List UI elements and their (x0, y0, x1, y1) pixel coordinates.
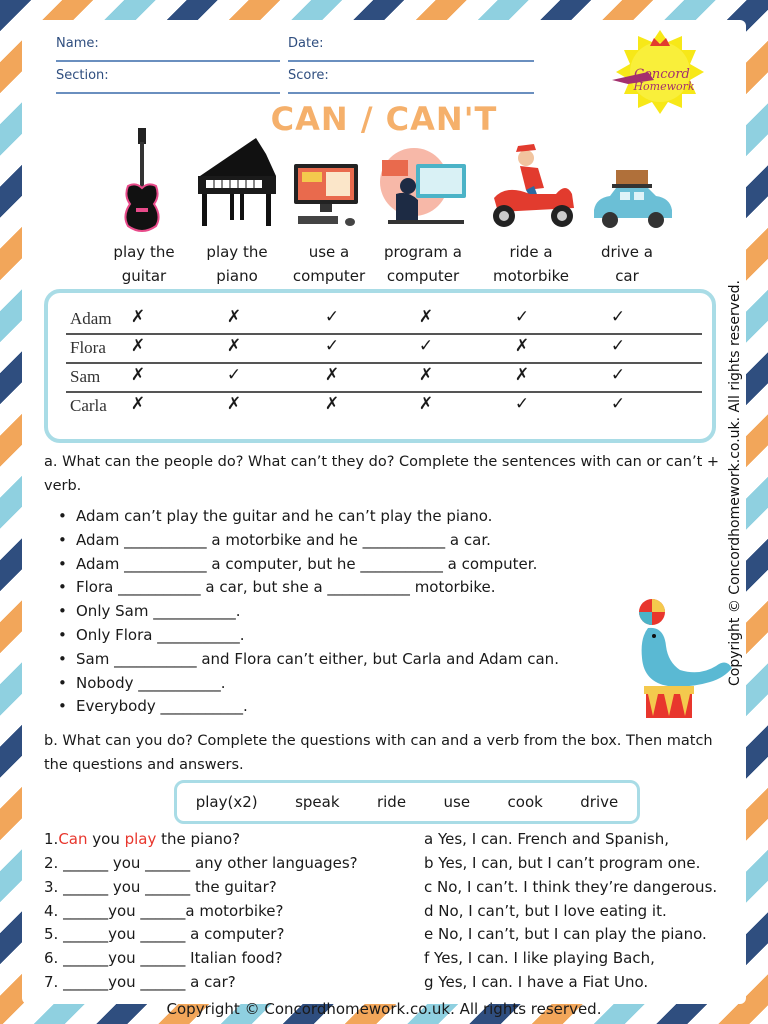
activity-label-program-computer: program a computer (384, 243, 462, 285)
sentence-item[interactable]: • Only Flora ___________. (76, 624, 559, 648)
mark: ✗ (226, 394, 242, 413)
mark: ✗ (418, 307, 434, 326)
question-text: you (87, 830, 125, 848)
mark: ✗ (130, 307, 146, 326)
sentence-item[interactable]: • Sam ___________ and Flora can’t either, but Carla and Adam can. (76, 648, 559, 672)
answer-b[interactable]: b Yes, I can, but I can’t program one. (424, 854, 701, 872)
mark: ✗ (130, 336, 146, 355)
part-b-instruction: b. What can you do? Complete the questions with can and a verb from the box. Then match the questions and answers. (44, 733, 713, 773)
question-2[interactable]: 2. ______ you ______ any other languages? (44, 854, 358, 872)
table-row-carla (66, 392, 702, 420)
mark: ✓ (610, 365, 626, 384)
mark: ✗ (324, 394, 340, 413)
score-label: Score: (288, 68, 329, 83)
section-label: Section: (56, 68, 109, 83)
mark: ✗ (418, 365, 434, 384)
score-field[interactable] (288, 68, 534, 94)
mark: ✓ (610, 307, 626, 326)
name-field[interactable] (56, 36, 280, 62)
row-name: Flora (70, 338, 106, 357)
answer-f[interactable]: f Yes, I can. I like playing Bach, (424, 949, 655, 967)
sentence-item[interactable]: • Nobody ___________. (76, 672, 559, 696)
svg-text:Concord: Concord (634, 67, 690, 82)
word-item: ride (376, 793, 407, 811)
word-item: drive (580, 793, 619, 811)
mark: ✓ (610, 336, 626, 355)
mark: ✗ (130, 394, 146, 413)
section-field[interactable] (56, 68, 280, 94)
part-a-sentences (44, 505, 559, 719)
sentence-item[interactable]: • Flora ___________ a car, but she a ___________ motorbike. (76, 576, 559, 600)
mark: ✓ (418, 336, 434, 355)
row-name: Adam (70, 309, 112, 328)
question-4[interactable]: 4. ______you ______a motorbike? (44, 902, 284, 920)
car-icon (592, 124, 674, 234)
mark: ✓ (324, 307, 340, 326)
part-a-instruction: a. What can the people do? What can’t they do? Complete the sentences with can or can’t + verb. (44, 454, 720, 494)
page-title: CAN / CAN'T (270, 100, 498, 138)
example-answer-verb: play (124, 830, 157, 848)
activity-label-motorbike: ride a motorbike (492, 243, 570, 285)
mark: ✓ (226, 365, 242, 384)
mark: ✗ (226, 336, 242, 355)
guitar-icon (118, 124, 168, 234)
word-item: speak (295, 793, 340, 811)
date-label: Date: (288, 36, 324, 51)
sentence-item[interactable]: • Everybody ___________. (76, 695, 559, 719)
question-3[interactable]: 3. ______ you ______ the guitar? (44, 878, 277, 896)
table-row-sam (66, 363, 702, 393)
question-7[interactable]: 7. ______you ______ a car? (44, 973, 236, 991)
activity-label-piano: play the piano (206, 243, 268, 285)
date-field[interactable] (288, 36, 534, 62)
question-number: 1. (44, 830, 59, 848)
sentence-item[interactable]: • Adam ___________ a motorbike and he ___________ a car. (76, 529, 559, 553)
word-item: play(x2) (195, 793, 258, 811)
mark: ✗ (226, 307, 242, 326)
mark: ✗ (418, 394, 434, 413)
answer-d[interactable]: d No, I can’t, but I love eating it. (424, 902, 667, 920)
sentence-item[interactable]: • Only Sam ___________. (76, 600, 559, 624)
table-row-adam (66, 305, 702, 335)
name-label: Name: (56, 36, 99, 51)
question-1[interactable] (44, 828, 240, 852)
answer-c[interactable]: c No, I can’t. I think they’re dangerous. (424, 878, 718, 896)
svg-text:Homework: Homework (633, 80, 695, 93)
mark: ✗ (130, 365, 146, 384)
answer-e[interactable]: e No, I can’t, but I can play the piano. (424, 925, 707, 943)
table-row-flora (66, 334, 702, 364)
row-name: Carla (70, 396, 107, 415)
sentence-item[interactable]: • Adam can’t play the guitar and he can’t play the piano. (76, 505, 559, 529)
answer-a[interactable]: a Yes, I can. French and Spanish, (424, 830, 670, 848)
answer-g[interactable]: g Yes, I can. I have a Fiat Uno. (424, 973, 649, 991)
motorbike-icon (486, 124, 578, 234)
mark: ✓ (610, 394, 626, 413)
activity-label-guitar: play the guitar (113, 243, 175, 285)
footer-copyright: Copyright © Concordhomework.co.uk. All rights reserved. (166, 1000, 602, 1018)
example-answer-can: Can (58, 830, 88, 848)
piano-icon (196, 124, 280, 234)
mark: ✗ (514, 336, 530, 355)
mark: ✗ (324, 365, 340, 384)
word-item: use (443, 793, 471, 811)
ability-table (44, 289, 716, 443)
mark: ✓ (514, 394, 530, 413)
activity-label-car: drive a car (601, 243, 653, 285)
question-text: the piano? (156, 830, 241, 848)
vertical-copyright: Copyright © Concordhomework.co.uk. All rights reserved. (727, 280, 743, 686)
word-item: cook (507, 793, 543, 811)
mark: ✓ (324, 336, 340, 355)
mark: ✗ (514, 365, 530, 384)
seal-ball-illustration (634, 598, 734, 720)
mark: ✓ (514, 307, 530, 326)
question-5[interactable]: 5. ______you ______ a computer? (44, 925, 285, 943)
row-name: Sam (70, 367, 101, 386)
question-6[interactable]: 6. ______you ______ Italian food? (44, 949, 283, 967)
sentence-item[interactable]: • Adam ___________ a computer, but he ___________ a computer. (76, 553, 559, 577)
activity-label-use-computer: use a computer (292, 243, 366, 285)
word-box (174, 780, 640, 824)
programmer-icon (378, 124, 470, 234)
computer-icon (292, 124, 362, 234)
